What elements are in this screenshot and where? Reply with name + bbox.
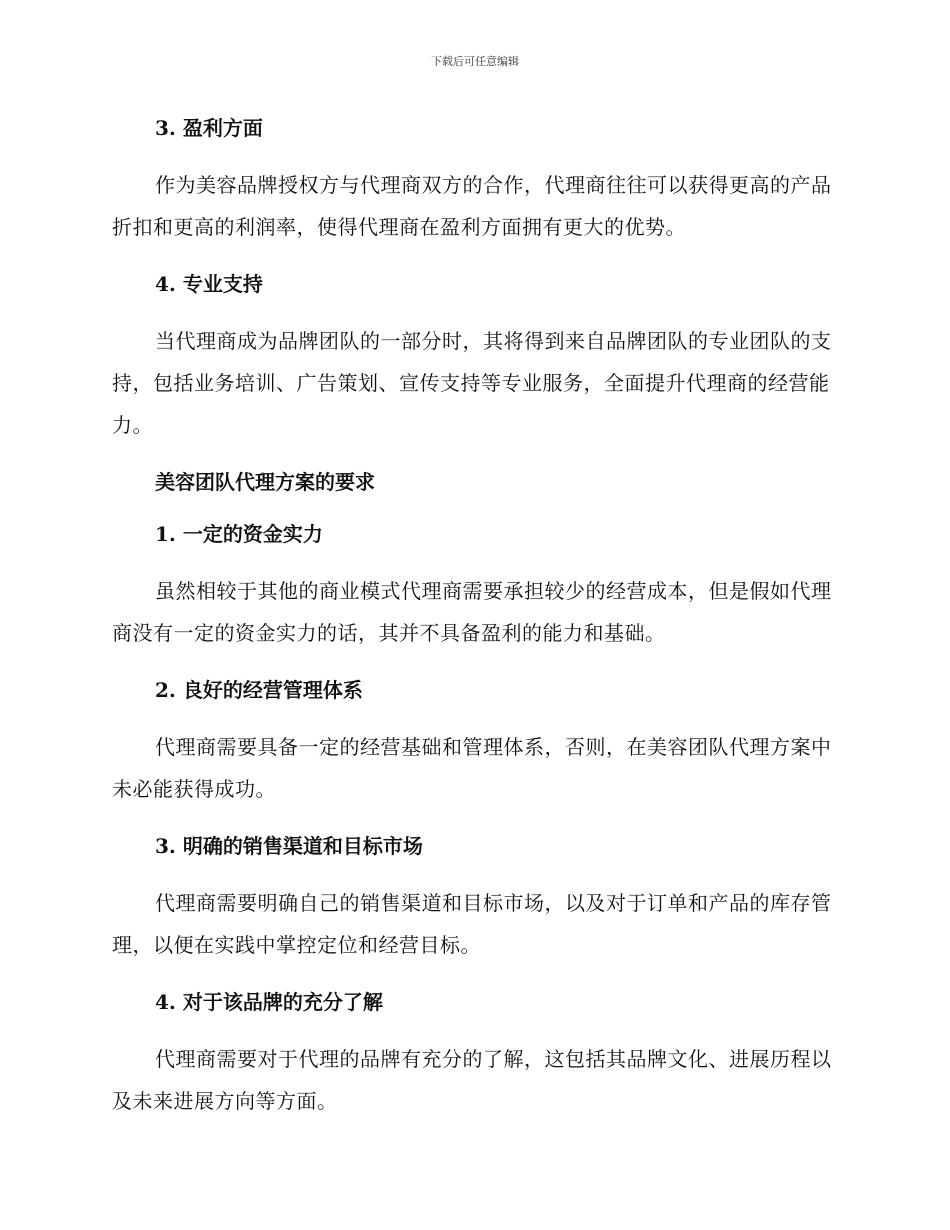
section-heading-support: 4. 专业支持 (155, 272, 263, 296)
page-header: 下载后可任意编辑 (431, 55, 519, 68)
section-heading-profit: 3. 盈利方面 (155, 116, 263, 140)
section-paragraph-management: 代理商需要具备一定的经营基础和管理体系，否则，在美容团队代理方案中未必能获得成功。 (112, 735, 832, 801)
section-paragraph-profit: 作为美容品牌授权方与代理商双方的合作，代理商往往可以获得更高的产品折扣和更高的利润率，使得代理商在盈利方面拥有更大的优势。 (112, 173, 832, 239)
section-heading-brand: 4. 对于该品牌的充分了解 (155, 990, 383, 1014)
section-paragraph-support: 当代理商成为品牌团队的一部分时，其将得到来自品牌团队的专业团队的支持，包括业务培训、广告策划、宣传支持等专业服务，全面提升代理商的经营能力。 (112, 329, 832, 437)
section-heading-funds: 1. 一定的资金实力 (155, 522, 323, 546)
section-paragraph-funds: 虽然相较于其他的商业模式代理商需要承担较少的经营成本，但是假如代理商没有一定的资金实力的话，其并不具备盈利的能力和基础。 (112, 579, 832, 645)
section-paragraph-brand: 代理商需要对于代理的品牌有充分的了解，这包括其品牌文化、进展历程以及未来进展方向等方面。 (112, 1047, 832, 1113)
section-paragraph-channels: 代理商需要明确自己的销售渠道和目标市场，以及对于订单和产品的库存管理，以便在实践中掌控定位和经营目标。 (112, 891, 832, 957)
section-heading-channels: 3. 明确的销售渠道和目标市场 (155, 834, 423, 858)
section-heading-management: 2. 良好的经营管理体系 (155, 678, 363, 702)
section-heading-requirements: 美容团队代理方案的要求 (155, 470, 375, 494)
document-body (112, 112, 837, 1122)
